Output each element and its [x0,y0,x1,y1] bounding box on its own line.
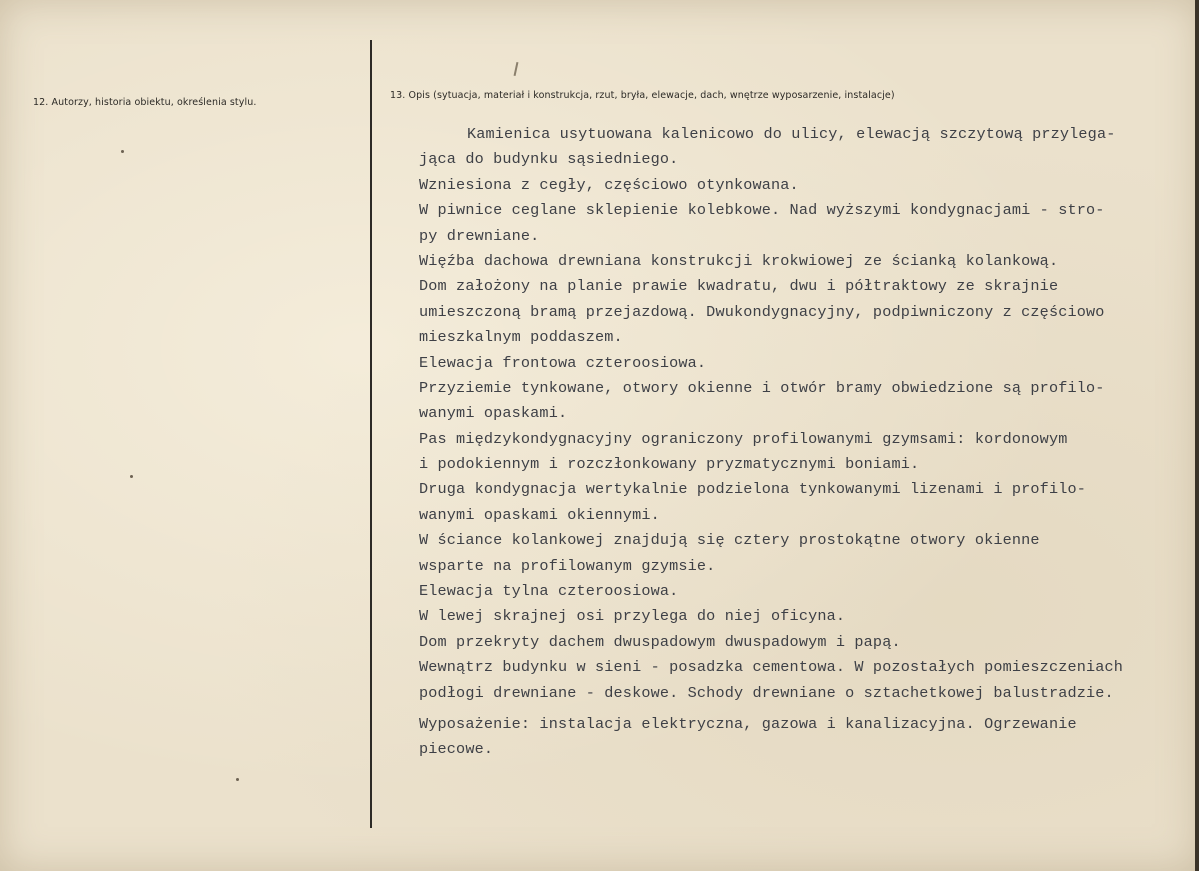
section-13-description [419,122,1194,763]
description-line: Więźba dachowa drewniana konstrukcji krokwiowej ze ścianką kolankową. [419,251,1059,270]
description-line: podłogi drewniane - deskowe. Schody drewniane o sztachetkowej balustradzie. [419,683,1114,702]
paper-speck [121,150,124,153]
description-line: Kamienica usytuowana kalenicowo do ulicy, elewacją szczytową przylega- [467,125,1116,143]
description-line: Wzniesiona z cegły, częściowo otynkowana. [419,175,799,194]
description-line: wanymi opaskami okiennymi. [419,505,660,524]
description-line: Przyziemie tynkowane, otwory okienne i otwór bramy obwiedzione są profilo- [419,378,1105,397]
description-line: wanymi opaskami. [419,404,568,423]
section-12-heading: 12. Autorzy, historia obiektu, określenia stylu. [33,97,257,108]
description-line: Dom przekryty dachem dwuspadowym dwuspadowym i papą. [419,632,901,651]
description-line: i podokiennym i rozczłonkowany pryzmatycznymi boniami. [419,455,920,474]
description-line: Pas międzykondygnacyjny ograniczony profilowanymi gzymsami: kordonowym [419,429,1068,448]
description-line: py drewniane. [419,226,540,245]
section-13-heading: 13. Opis (sytuacja, materiał i konstrukcja, rzut, bryła, elewacje, dach, wnętrze wyposarzenie, instalacje) [390,90,895,101]
description-line: W ściance kolankowej znajdują się cztery prostokątne otwory okienne [419,531,1040,550]
description-line: wsparte na profilowanym gzymsie. [419,556,716,575]
scan-edge [1195,0,1199,871]
description-line: Wewnątrz budynku w sieni - posadzka cementowa. W pozostałych pomieszczeniach [419,658,1124,677]
description-line: Elewacja tylna czteroosiowa. [419,582,679,601]
description-line: Druga kondygnacja wertykalnie podzielona tynkowanymi lizenami i profilo- [419,480,1087,499]
description-line: jąca do budynku sąsiedniego. [419,150,679,169]
description-line: piecowe. [419,740,494,759]
description-line: mieszkalnym poddaszem. [419,328,623,347]
description-line: umieszczoną bramą przejazdową. Dwukondygnacyjny, podpiwniczony z częściowo [419,302,1105,321]
description-line: Wyposażenie: instalacja elektryczna, gazowa i kanalizacyjna. Ogrzewanie [419,714,1077,733]
description-line: W lewej skrajnej osi przylega do niej oficyna. [419,607,846,626]
description-line: Dom założony na planie prawie kwadratu, dwu i półtraktowy ze skrajnie [419,277,1059,296]
pencil-mark [514,62,519,76]
column-divider [370,40,372,828]
description-line: Elewacja frontowa czteroosiowa. [419,353,707,372]
paper-speck [236,778,239,781]
paper-speck [130,475,133,478]
description-line: W piwnice ceglane sklepienie kolebkowe. Nad wyższymi kondygnacjami - stro- [419,201,1105,220]
